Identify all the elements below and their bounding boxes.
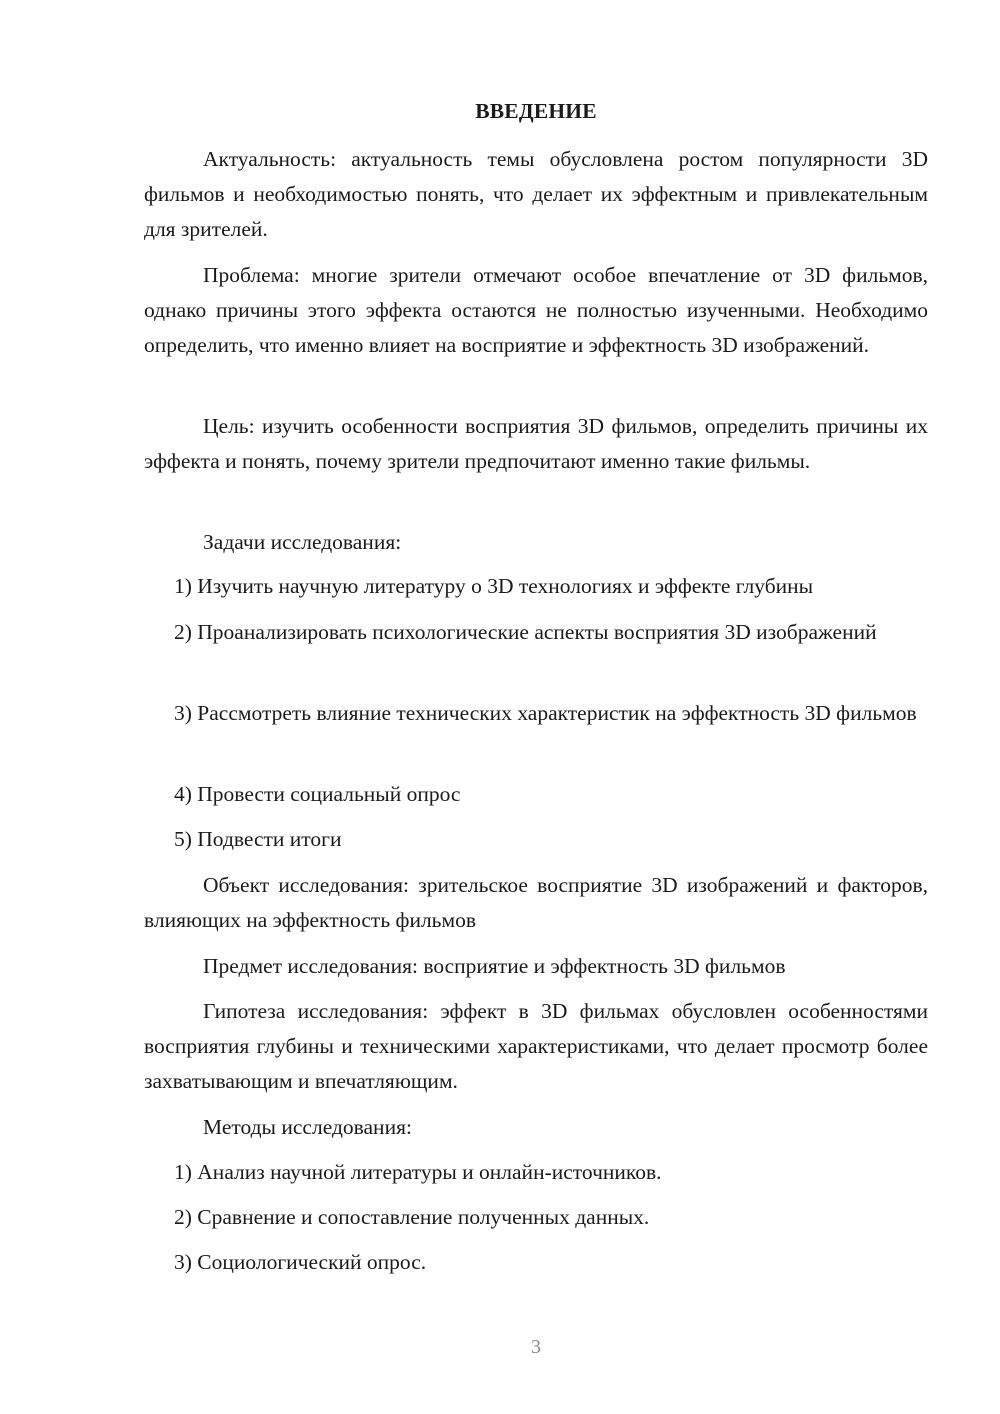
page-number: 3 [531,1336,541,1358]
object-paragraph: Объект исследования: зрительское восприятие 3D изображений и факторов, влияющих на эффектность фильмов [144,873,928,932]
methods-heading: Методы исследования: [203,1115,412,1139]
problem-paragraph: Проблема: многие зрители отмечают особое впечатление от 3D фильмов, однако причины этого эффекта остаются не полностью изученными. Необходимо определить, что именно влияет на восприятие и эффектность 3D изображений. [144,263,928,357]
method-item-3: 3) Социологический опрос. [174,1250,427,1274]
subject-paragraph: Предмет исследования: восприятие и эффектность 3D фильмов [203,954,786,978]
method-item-1: 1) Анализ научной литературы и онлайн-источников. [174,1160,662,1184]
relevance-paragraph: Актуальность: актуальность темы обусловлена ростом популярности 3D фильмов и необходимостью понять, что делает их эффектным и привлекательным для зрителей. [144,147,928,241]
tasks-heading: Задачи исследования: [203,530,402,554]
task-item-2: 2) Проанализировать психологические аспекты восприятия 3D изображений [174,620,877,644]
method-item-2: 2) Сравнение и сопоставление полученных данных. [174,1205,650,1229]
task-item-1: 1) Изучить научную литературу о 3D технологиях и эффекте глубины [174,574,814,598]
task-item-5: 5) Подвести итоги [174,827,342,851]
task-item-3: 3) Рассмотреть влияние технических характеристик на эффектность 3D фильмов [174,701,917,725]
hypothesis-paragraph: Гипотеза исследования: эффект в 3D фильмах обусловлен особенностями восприятия глубины и техническими характеристиками, что делает просмотр более захватывающим и впечатляющим. [144,999,928,1093]
page-title: ВВЕДЕНИЕ [475,99,597,123]
document-page [144,0,928,1414]
goal-paragraph: Цель: изучить особенности восприятия 3D фильмов, определить причины их эффекта и понять, почему зрители предпочитают именно такие фильмы. [144,414,928,473]
task-item-4: 4) Провести социальный опрос [174,782,461,806]
